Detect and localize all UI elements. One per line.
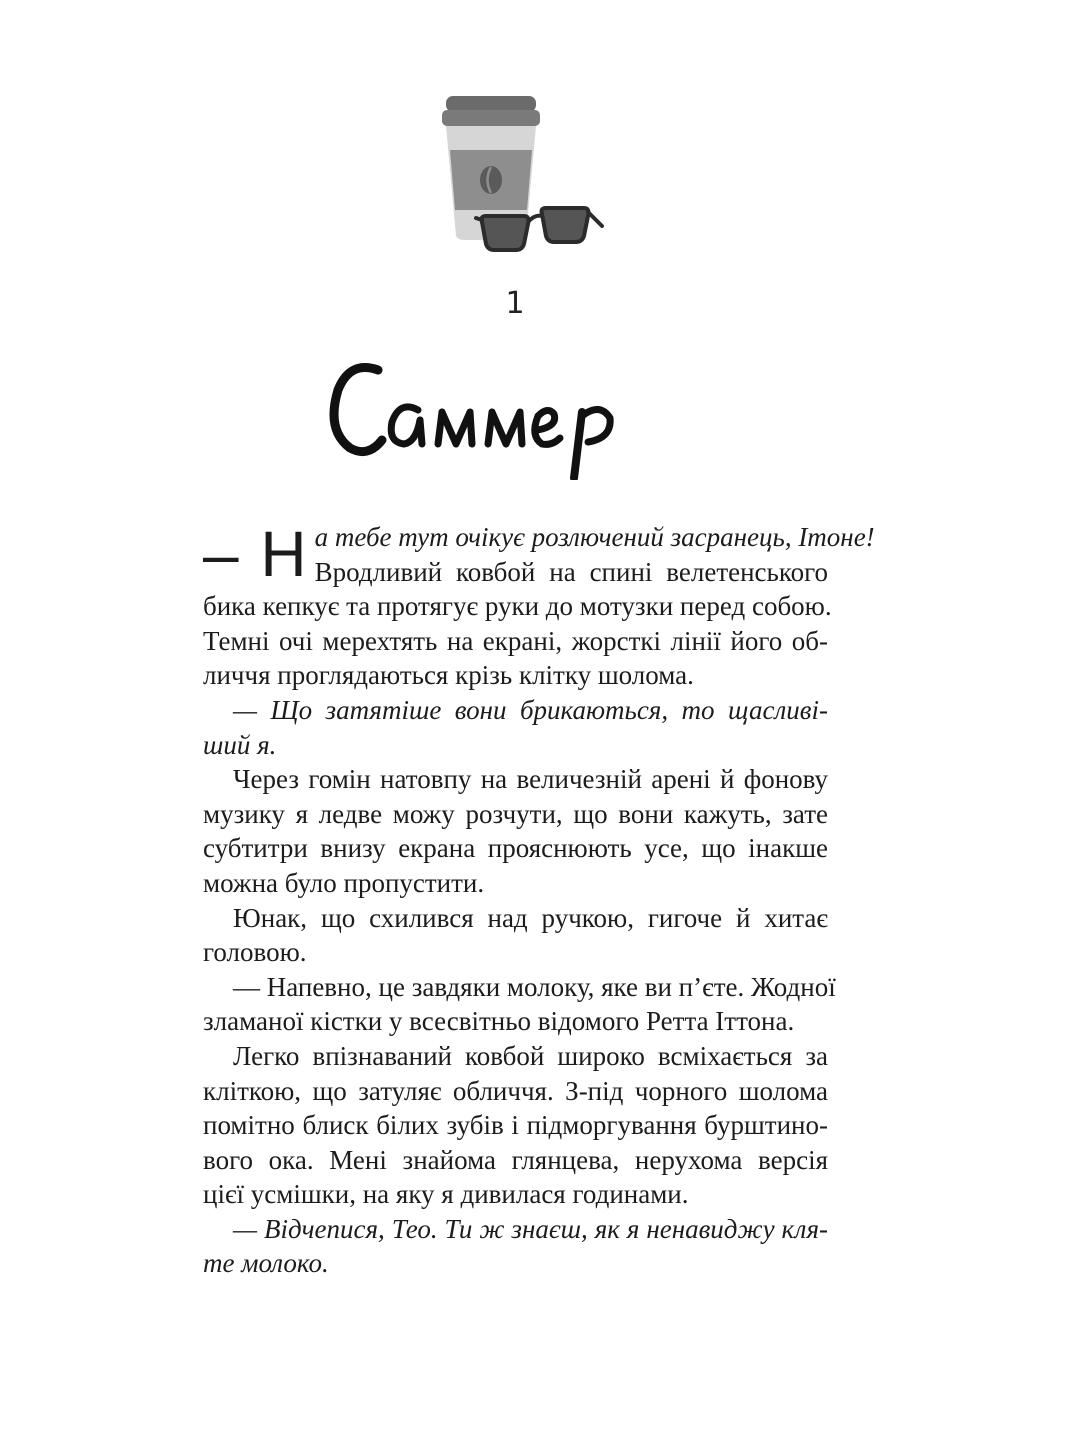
text-line: — Напевно, це завдяки молоку, яке ви п’єте. Жодної bbox=[233, 971, 836, 1002]
text-line: а тебе тут очікує розлючений засранець, Ітоне! bbox=[314, 522, 875, 552]
text-line: личчя проглядаються крізь клітку шолома. bbox=[203, 660, 694, 691]
paragraph bbox=[203, 693, 828, 762]
text-line: — Відчепися, Тео. Ти ж знаєш, як я ненавиджу кля- bbox=[233, 1213, 828, 1244]
text-line: Темні очі мерехтять на екрані, жорсткі лінії його об- bbox=[203, 625, 828, 656]
text-line: Легко впізнаваний ковбой широко всміхається за bbox=[233, 1040, 828, 1071]
text-line: кліткою, що затуляє обличчя. З-під чорного шолома bbox=[203, 1075, 828, 1106]
paragraph bbox=[203, 518, 875, 693]
text-line: цієї усмішки, на яку я дивилася годинами. bbox=[203, 1179, 689, 1210]
text-line: музику я ледве можу розчути, що вони кажуть, зате bbox=[203, 798, 828, 829]
sunglasses-icon bbox=[476, 208, 602, 250]
paragraph bbox=[203, 1039, 828, 1212]
text-line: субтитри внизу екрана прояснюють усе, що інакше bbox=[203, 833, 828, 864]
text-line: можна було пропустити. bbox=[203, 867, 485, 898]
text-line: — Що затятіше вони брикаються, то щасливі- bbox=[233, 694, 828, 725]
text-line: вого ока. Мені знайома глянцева, нерухома версія bbox=[203, 1144, 828, 1175]
text-line: Вродливий ковбой на спині велетенського bbox=[314, 556, 828, 587]
text-line: Юнак, що схилився над ручкою, гигоче й хитає bbox=[233, 902, 828, 933]
text-line: ший я. bbox=[203, 729, 277, 760]
chapter-number: 1 bbox=[505, 286, 525, 321]
text-line: зламаної кістки у всесвітньо відомого Ретта Іттона. bbox=[203, 1006, 795, 1037]
paragraph bbox=[203, 1212, 828, 1281]
paragraph bbox=[203, 762, 828, 900]
text-line: Через гомін натовпу на величезній арені й фонову bbox=[233, 764, 828, 795]
text-line: помітно блиск білих зубів і підморгування бурштино- bbox=[203, 1110, 828, 1141]
chapter-illustration bbox=[420, 88, 610, 263]
chapter-text bbox=[203, 518, 875, 1281]
text-line: бика кепкує та протягує руки до мотузки перед собою. bbox=[203, 591, 832, 622]
text-line: головою. bbox=[203, 937, 307, 968]
text-line: те молоко. bbox=[203, 1248, 329, 1279]
drop-cap: – Н bbox=[203, 518, 309, 590]
paragraph bbox=[203, 901, 828, 970]
chapter-title-script bbox=[320, 340, 720, 480]
paragraph bbox=[203, 970, 836, 1039]
